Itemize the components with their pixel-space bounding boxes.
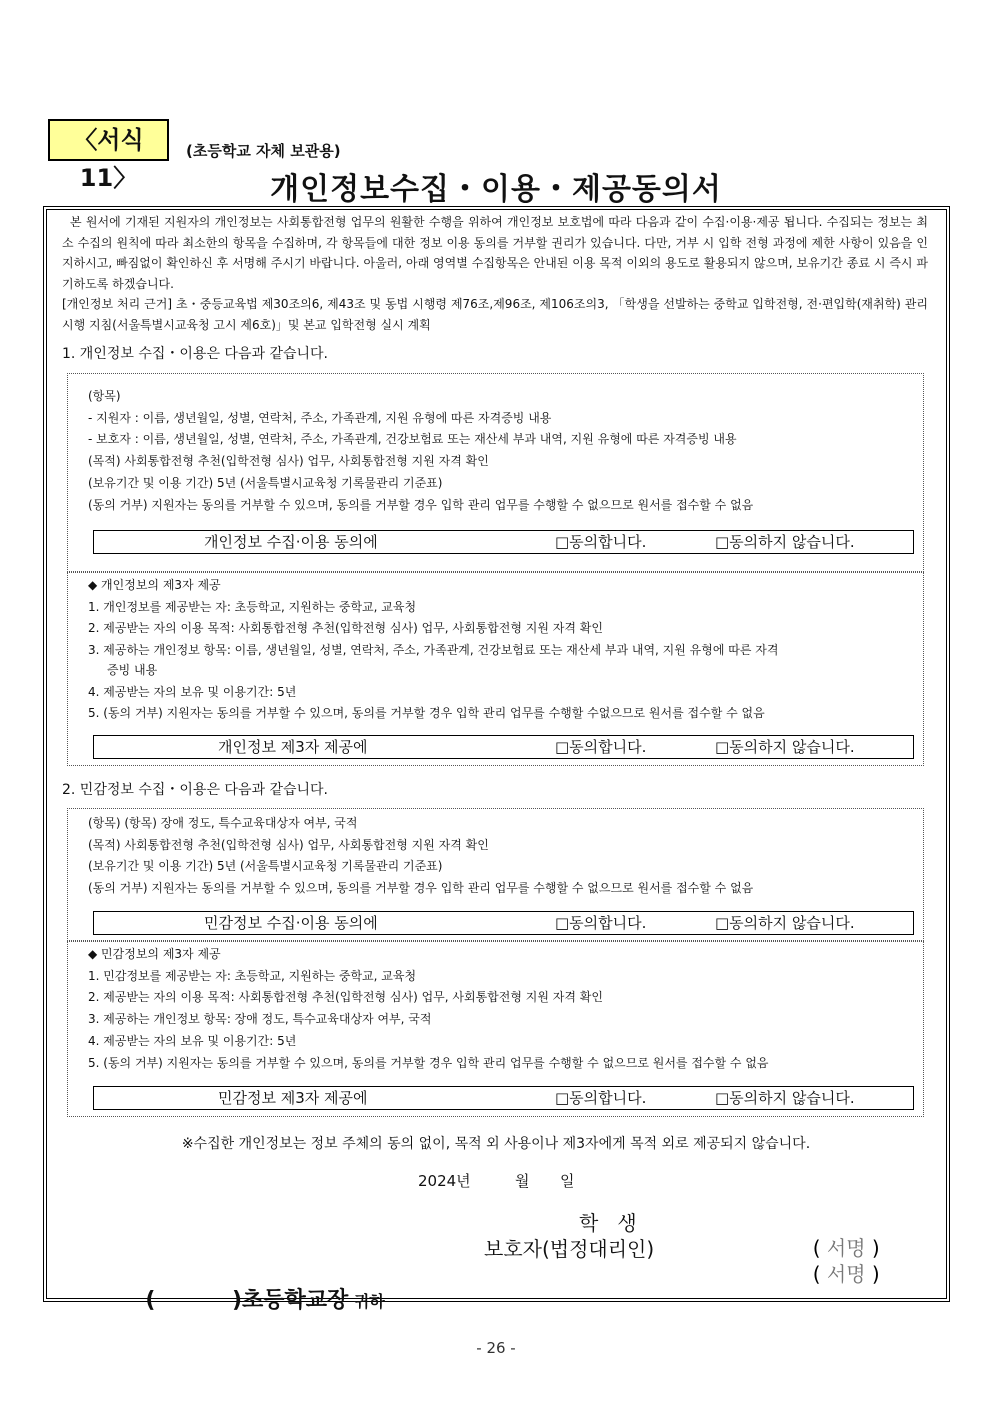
agree-checkbox[interactable]: □동의합니다. bbox=[555, 1089, 647, 1107]
guardian-label: 보호자(법정대리인) bbox=[484, 1237, 655, 1261]
section1-thirdparty-heading: ◆ 개인정보의 제3자 제공 bbox=[88, 578, 221, 592]
form-number-label: 〈서식 11〉 bbox=[48, 119, 169, 161]
section1-thirdparty-line: 1. 개인정보를 제공받는 자: 초등학교, 지원하는 중학교, 교육청 bbox=[88, 599, 417, 614]
disagree-checkbox[interactable]: □동의하지 않습니다. bbox=[715, 1089, 855, 1107]
legal-basis: [개인정보 처리 근거] 초・중등교육법 제30조의6, 제43조 및 동법 시행령 제76조,제96조, 제106조의3, 「학생을 선발하는 중학교 입학전형, 전·편입학(재취학) 관리 시행 지침(서울특별시교육청 고시 제6호)」및 본교 입학전형 실시 계획 bbox=[62, 297, 928, 332]
section2-collect-line: (동의 거부) 지원자는 동의를 거부할 수 있으며, 동의를 거부할 경우 입학 관리 업무를 수행할 수 없으므로 원서를 접수할 수 없음 bbox=[88, 881, 754, 896]
section1-thirdparty-consent-row bbox=[93, 735, 914, 759]
consent-label: 민감정보 수집·이용 동의에 bbox=[204, 914, 378, 932]
agree-checkbox[interactable]: □동의합니다. bbox=[555, 738, 647, 756]
section1-thirdparty-line: 5. (동의 거부) 지원자는 동의를 거부할 수 있으며, 동의를 거부할 경우 입학 관리 업무를 수행할 수없으므로 원서를 접수할 수 없음 bbox=[88, 706, 765, 721]
privacy-note: ※수집한 개인정보는 정보 주체의 동의 없이, 목적 외 사용이나 제3자에게 목적 외로 제공되지 않습니다. bbox=[181, 1136, 811, 1152]
disagree-checkbox[interactable]: □동의하지 않습니다. bbox=[715, 533, 855, 551]
consent-label: 개인정보 제3자 제공에 bbox=[218, 738, 368, 756]
section1-collect-line: - 지원자 : 이름, 생년월일, 성별, 연락처, 주소, 가족관계, 지원 유형에 따른 자격증빙 내용 bbox=[88, 410, 552, 425]
section1-heading: 1. 개인정보 수집・이용은 다음과 같습니다. bbox=[62, 346, 328, 362]
agree-checkbox[interactable]: □동의합니다. bbox=[555, 914, 647, 932]
sign-paren-open: ( bbox=[812, 1236, 821, 1260]
section1-collect-line: (항목) bbox=[88, 389, 121, 403]
sign-placeholder: 서명 bbox=[820, 1236, 872, 1260]
section1-thirdparty-line: 증빙 내용 bbox=[107, 662, 158, 677]
section1-thirdparty-line: 2. 제공받는 자의 이용 목적: 사회통합전형 추천(입학전형 심사) 업무, 사회통합전형 지원 자격 확인 bbox=[88, 621, 603, 636]
sign-paren-close: ) bbox=[871, 1262, 880, 1286]
section2-collect-line: (보유기간 및 이용 기간) 5년 (서울특별시교육청 기록물관리 기준표) bbox=[88, 859, 443, 874]
section1-thirdparty-line: 3. 제공하는 개인정보 항목: 이름, 생년월일, 성별, 연락처, 주소, 가족관계, 건강보험료 또는 재산세 부과 내역, 지원 유형에 따른 자격 bbox=[88, 643, 779, 658]
sign-paren-close: ) bbox=[871, 1236, 880, 1260]
section2-thirdparty-line: 4. 제공받는 자의 보유 및 이용기간: 5년 bbox=[88, 1033, 297, 1048]
section2-collect-line: (목적) 사회통합전형 추천(입학전형 심사) 업무, 사회통합전형 지원 자격 확인 bbox=[88, 837, 489, 852]
date-year: 2024년 bbox=[418, 1172, 471, 1190]
page-title: 개인정보수집・이용・제공동의서 bbox=[270, 172, 722, 207]
recipient-line bbox=[130, 1258, 385, 1314]
section2-thirdparty-line: 3. 제공하는 개인정보 항목: 장애 정도, 특수교육대상자 여부, 국적 bbox=[88, 1012, 432, 1027]
guardian-signature-field[interactable] bbox=[800, 1234, 880, 1287]
section2-collect-line: (항목) (항목) 장애 정도, 특수교육대상자 여부, 국적 bbox=[88, 816, 358, 830]
disagree-checkbox[interactable]: □동의하지 않습니다. bbox=[715, 914, 855, 932]
page-number: - 26 - bbox=[476, 1339, 516, 1357]
section2-thirdparty-line: 1. 민감정보를 제공받는 자: 초등학교, 지원하는 중학교, 교육청 bbox=[88, 968, 417, 983]
disagree-checkbox[interactable]: □동의하지 않습니다. bbox=[715, 738, 855, 756]
section2-thirdparty-consent-row bbox=[93, 1086, 914, 1110]
recipient-school: ( )초등학교장 bbox=[145, 1288, 349, 1313]
section1-collect-line: (동의 거부) 지원자는 동의를 거부할 수 있으며, 동의를 거부할 경우 입학 관리 업무를 수행할 수 없으므로 원서를 접수할 수 없음 bbox=[88, 497, 754, 512]
sign-paren-open: ( bbox=[812, 1262, 821, 1286]
date-day: 일 bbox=[560, 1172, 575, 1190]
section1-thirdparty-line: 4. 제공받는 자의 보유 및 이용기간: 5년 bbox=[88, 684, 297, 699]
section1-collect-line: - 보호자 : 이름, 생년월일, 성별, 연락처, 주소, 가족관계, 건강보험료 또는 재산세 부과 내역, 지원 유형에 따른 자격증빙 내용 bbox=[88, 432, 737, 447]
form-subtitle: (초등학교 자체 보관용) bbox=[186, 142, 341, 160]
agree-checkbox[interactable]: □동의합니다. bbox=[555, 533, 647, 551]
intro-paragraph: 본 원서에 기재된 지원자의 개인정보는 사회통합전형 업무의 원활한 수행을 위하여 개인정보 보호법에 따라 다음과 같이 수집·이용·제공 됩니다. 수집되는 정보는 최소 수집의 원칙에 따라 최소한의 항목을 수집하며, 각 항목들에 대한 정보 이용 동의를 거부할 권리가 있습니다. 다만, 거부 시 입학 전형 과정에 제한 사항이 있음을 인지하시고, 빠짐없이 확인하신 후 서명해 주시기 바랍니다. 아울러, 아래 영역별 수집항목은 안내된 이용 목적 이외의 용도로 활용되지 않으며, 보유기간 종료 시 즉시 파기하도록 하겠습니다. bbox=[62, 215, 928, 291]
section2-thirdparty-line: 2. 제공받는 자의 이용 목적: 사회통합전형 추천(입학전형 심사) 업무, 사회통합전형 지원 자격 확인 bbox=[88, 990, 603, 1005]
section1-collect-consent-row bbox=[93, 530, 914, 554]
student-label: 학 생 bbox=[579, 1211, 637, 1235]
section2-collect-consent-row bbox=[93, 911, 914, 935]
section1-collect-line: (목적) 사회통합전형 추천(입학전형 심사) 업무, 사회통합전형 지원 자격 확인 bbox=[88, 454, 489, 469]
consent-label: 개인정보 수집·이용 동의에 bbox=[204, 533, 378, 551]
recipient-suffix: 귀하 bbox=[348, 1292, 385, 1311]
section2-thirdparty-line: 5. (동의 거부) 지원자는 동의를 거부할 수 있으며, 동의를 거부할 경우 입학 관리 업무를 수행할 수 없으므로 원서를 접수할 수 없음 bbox=[88, 1055, 769, 1070]
intro-text bbox=[62, 212, 928, 335]
sign-placeholder: 서명 bbox=[820, 1262, 872, 1286]
section2-heading: 2. 민감정보 수집・이용은 다음과 같습니다. bbox=[62, 782, 328, 798]
section1-collect-line: (보유기간 및 이용 기간) 5년 (서울특별시교육청 기록물관리 기준표) bbox=[88, 475, 443, 490]
section2-thirdparty-heading: ◆ 민감정보의 제3자 제공 bbox=[88, 947, 221, 961]
date-month: 월 bbox=[515, 1172, 530, 1190]
consent-label: 민감정보 제3자 제공에 bbox=[218, 1089, 368, 1107]
